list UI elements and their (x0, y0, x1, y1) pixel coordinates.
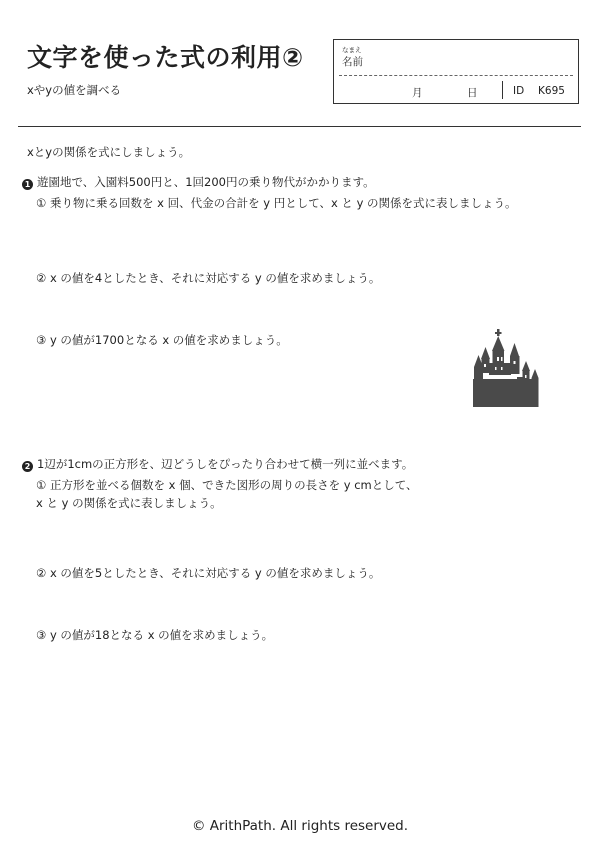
id-separator (502, 81, 503, 99)
id-value: K695 (538, 85, 565, 97)
intro-text: xとyの関係を式にしましょう。 (27, 145, 191, 159)
castle-icon (470, 329, 540, 407)
day-label: 日 (467, 87, 478, 99)
page-title: 文字を使った式の利用② (27, 43, 304, 72)
problem-2-question-3: ③ y の値が18となる x の値を求めましょう。 (36, 628, 274, 642)
problem-2-question-1-cont: x と y の関係を式に表しましょう。 (36, 496, 222, 510)
name-furigana: なまえ (342, 46, 362, 54)
problem-2-number: 2 (22, 461, 33, 472)
problem-1-question-1: ① 乗り物に乗る回数を x 回、代金の合計を y 円として、x と y の関係を式に表しましょう。 (36, 196, 517, 210)
copyright-footer: © ArithPath. All rights reserved. (191, 818, 409, 834)
problem-2-statement (22, 457, 413, 472)
name-label: 名前 (342, 56, 363, 68)
page-subtitle: xやyの値を調べる (27, 83, 122, 97)
problem-1-text: 遊園地で、入園料500円と、1回200円の乗り物代がかかります。 (37, 175, 375, 189)
id-label: ID (513, 85, 525, 97)
problem-2-question-2: ② x の値を5としたとき、それに対応する y の値を求めましょう。 (36, 566, 381, 580)
problem-2-text: 1辺が1cmの正方形を、辺どうしをぴったり合わせて横一列に並べます。 (37, 457, 414, 471)
problem-1-number: 1 (22, 179, 33, 190)
name-dashed-line (339, 75, 573, 76)
castle-silhouette (473, 329, 539, 407)
problem-1-question-3: ③ y の値が1700となる x の値を求めましょう。 (36, 333, 288, 347)
problem-2-question-1: ① 正方形を並べる個数を x 個、できた図形の周りの長さを y cmとして、 (36, 478, 418, 492)
problem-1-statement (22, 175, 375, 190)
header-divider (18, 126, 581, 127)
month-label: 月 (412, 87, 423, 99)
problem-1-question-2: ② x の値を4としたとき、それに対応する y の値を求めましょう。 (36, 271, 381, 285)
name-box (333, 39, 579, 104)
